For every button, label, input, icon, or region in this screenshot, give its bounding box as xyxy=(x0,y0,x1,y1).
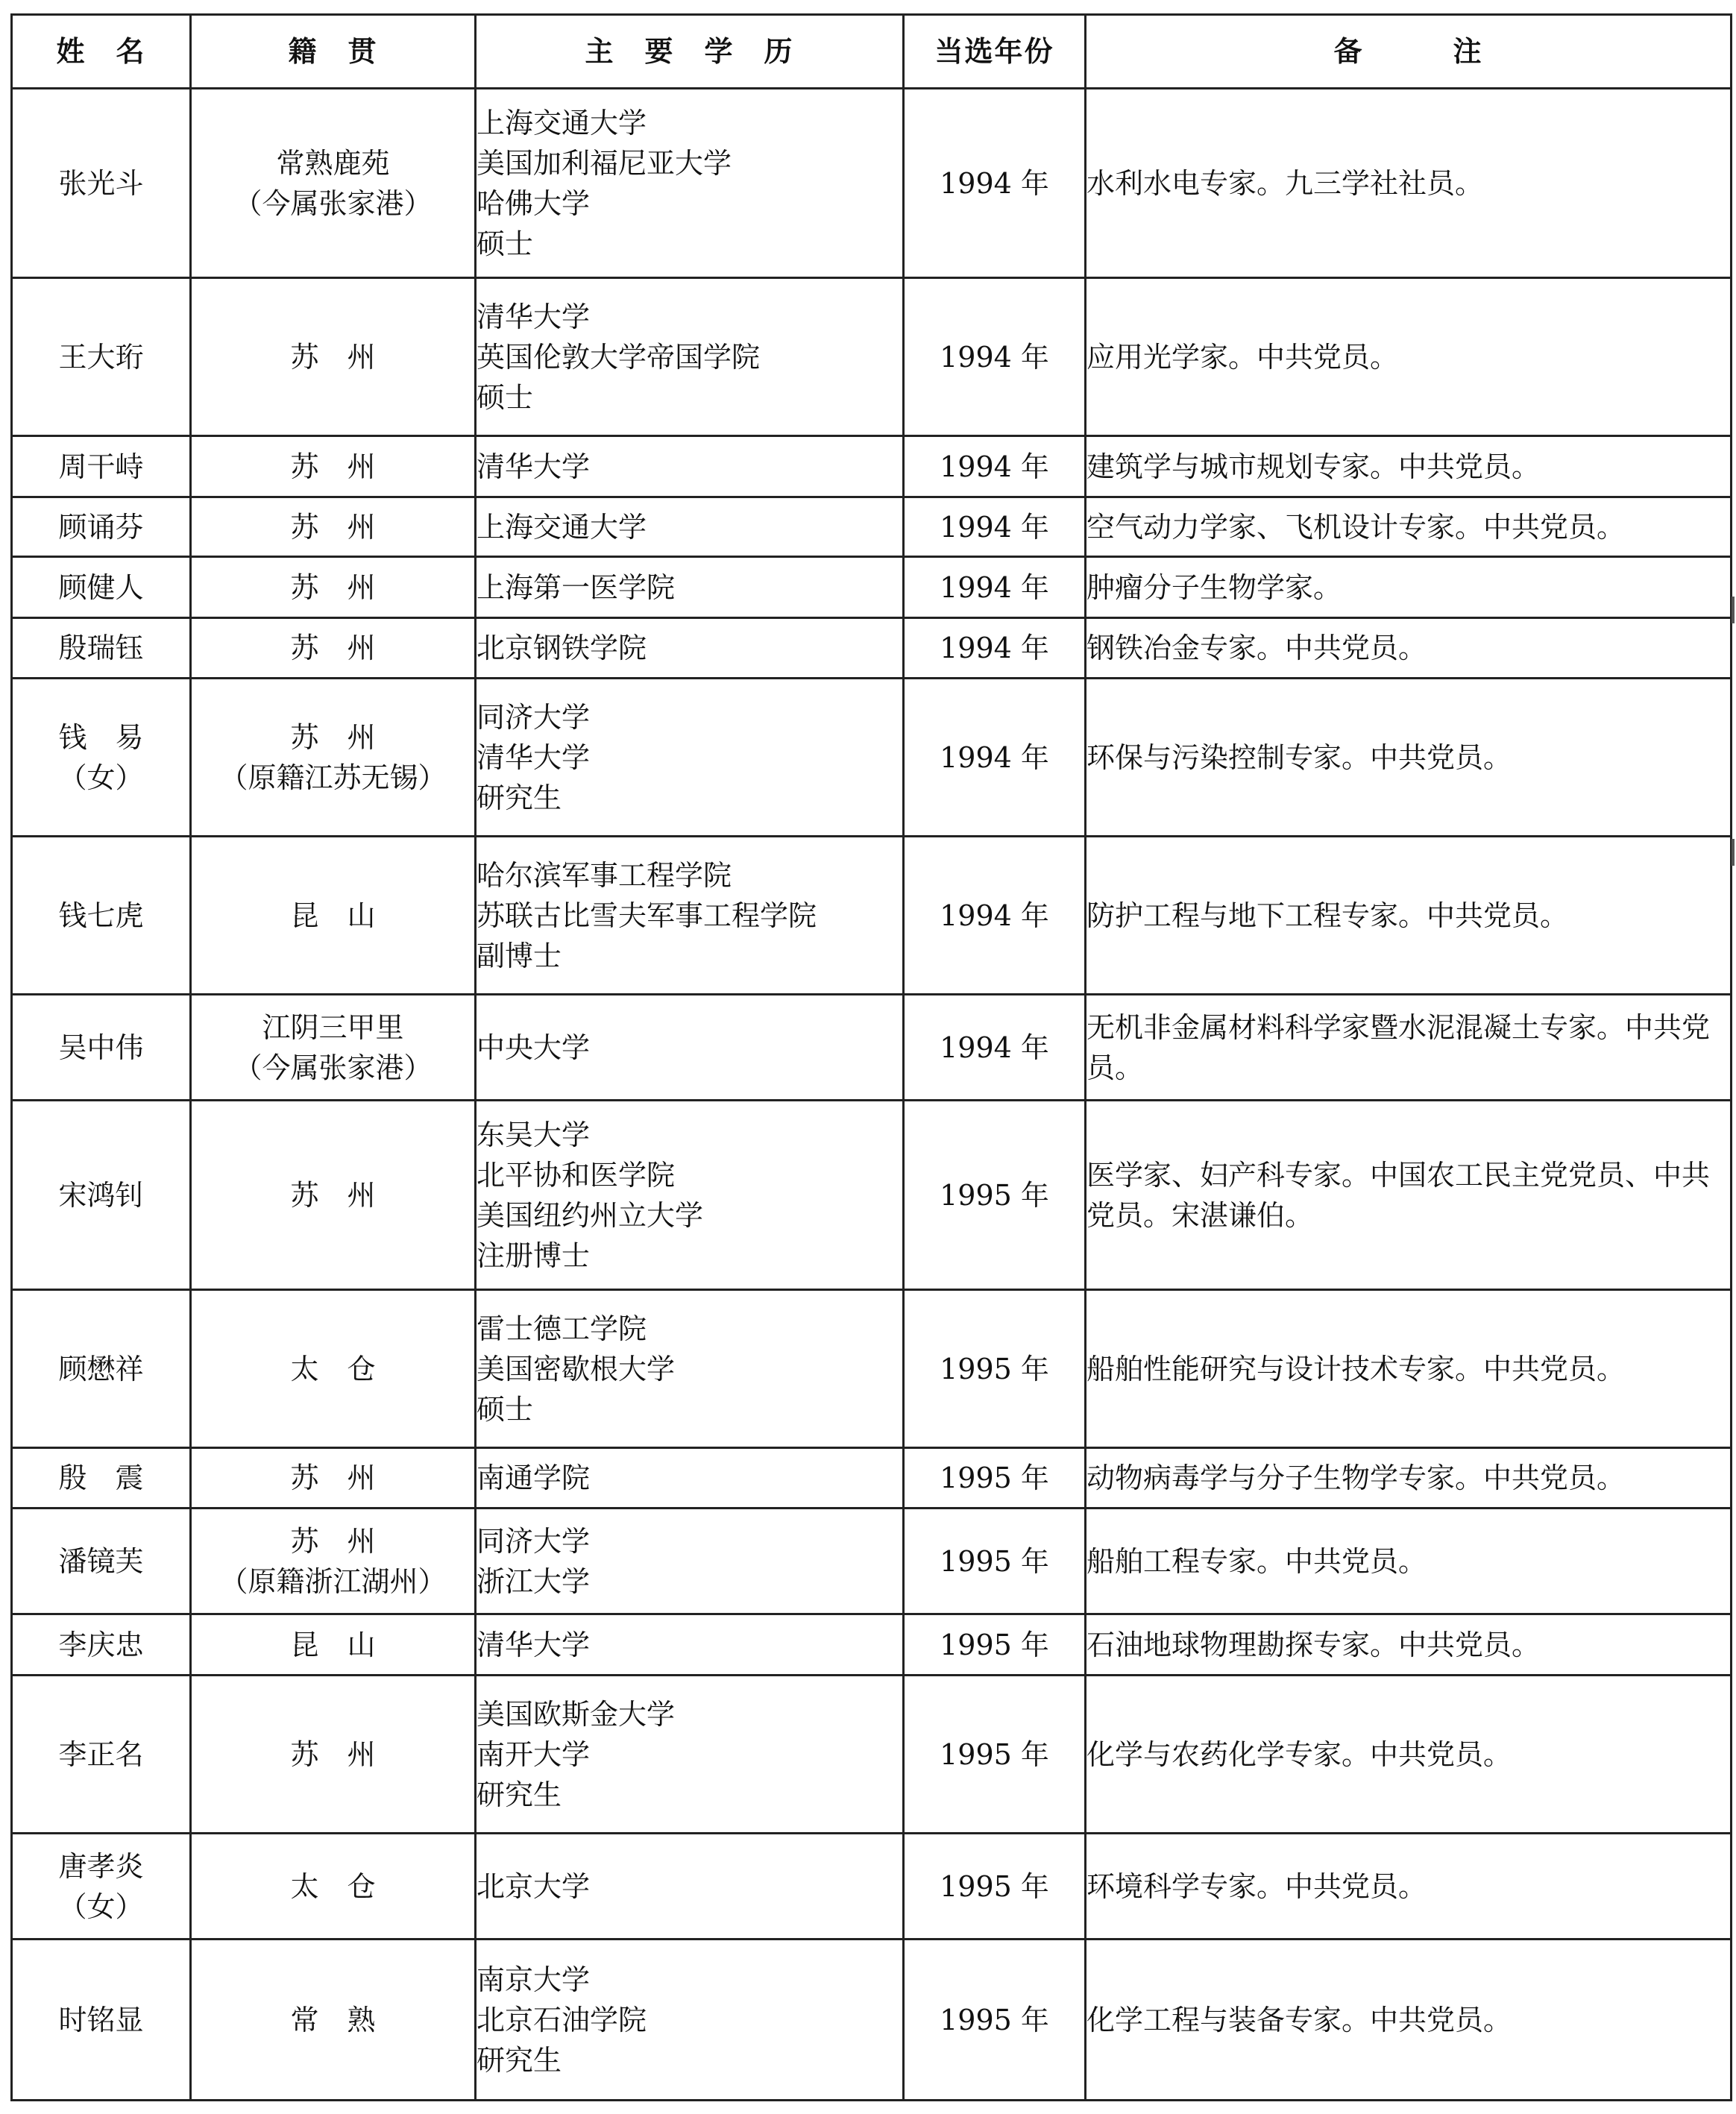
cell-education xyxy=(476,1676,904,1834)
cell-remarks xyxy=(1086,837,1732,995)
cell-origin-line: 昆 山 xyxy=(290,1628,376,1661)
cell-remarks-text: 水利水电专家。九三学社社员。 xyxy=(1086,166,1484,200)
page-edge-mark xyxy=(1732,839,1735,866)
cell-remarks xyxy=(1086,497,1732,557)
header-name: 姓 名 xyxy=(12,15,191,89)
cell-year-text: 1995 年 xyxy=(940,2003,1049,2036)
cell-education xyxy=(476,679,904,837)
cell-education-line: 美国欧斯金大学 xyxy=(477,1697,676,1731)
cell-origin-line: 苏 州 xyxy=(290,340,376,374)
cell-education-line: 雷士德工学院 xyxy=(477,1312,647,1345)
cell-name-line: 吴中伟 xyxy=(58,1031,144,1064)
cell-remarks-text: 空气动力学家、飞机设计专家。中共党员。 xyxy=(1086,510,1626,544)
cell-remarks xyxy=(1086,1290,1732,1448)
cell-remarks xyxy=(1086,278,1732,436)
table-row xyxy=(12,497,1732,557)
cell-year-text: 1994 年 xyxy=(940,1031,1049,1064)
cell-year xyxy=(904,436,1086,497)
header-year: 当选年份 xyxy=(904,15,1086,89)
table-row xyxy=(12,1940,1732,2101)
cell-education-line: 上海第一医学院 xyxy=(477,570,676,604)
cell-origin xyxy=(191,89,476,278)
table-row xyxy=(12,995,1732,1101)
cell-origin xyxy=(191,1676,476,1834)
cell-name xyxy=(12,679,191,837)
cell-year-text: 1994 年 xyxy=(940,510,1049,544)
cell-remarks xyxy=(1086,89,1732,278)
cell-remarks xyxy=(1086,557,1732,618)
cell-year xyxy=(904,557,1086,618)
table-row xyxy=(12,89,1732,278)
cell-name-line: 时铭显 xyxy=(58,2003,144,2036)
cell-name xyxy=(12,837,191,995)
cell-year xyxy=(904,1676,1086,1834)
cell-education xyxy=(476,1448,904,1509)
cell-year xyxy=(904,497,1086,557)
table-row xyxy=(12,1101,1732,1290)
cell-origin-line: 常熟鹿苑 xyxy=(276,146,390,180)
cell-year-text: 1994 年 xyxy=(940,340,1049,374)
cell-name xyxy=(12,1940,191,2101)
table-row xyxy=(12,837,1732,995)
cell-origin xyxy=(191,1448,476,1509)
cell-remarks-text: 医学家、妇产科专家。中国农工民主党党员、中共党员。宋湛谦伯。 xyxy=(1086,1158,1711,1232)
cell-education-line: 硕士 xyxy=(477,380,534,414)
cell-origin-line: 苏 州 xyxy=(290,570,376,604)
cell-education xyxy=(476,1614,904,1676)
table-row xyxy=(12,1290,1732,1448)
cell-education-line: 北京钢铁学院 xyxy=(477,632,647,664)
header-remarks: 备 注 xyxy=(1086,15,1732,89)
table-row xyxy=(12,1448,1732,1509)
cell-education-line: 南京大学 xyxy=(477,1963,591,1996)
cell-remarks xyxy=(1086,1448,1732,1509)
cell-year xyxy=(904,278,1086,436)
cell-education-line: 美国纽约州立大学 xyxy=(477,1198,704,1232)
cell-remarks-text: 船舶工程专家。中共党员。 xyxy=(1086,1544,1427,1578)
cell-education-line: 美国密歇根大学 xyxy=(477,1352,676,1385)
cell-year-text: 1994 年 xyxy=(940,450,1049,483)
cell-origin xyxy=(191,1614,476,1676)
cell-origin xyxy=(191,497,476,557)
cell-year-text: 1995 年 xyxy=(940,1628,1049,1661)
cell-education-line: 注册博士 xyxy=(477,1239,591,1272)
cell-education-line: 清华大学 xyxy=(477,300,591,333)
cell-year xyxy=(904,1448,1086,1509)
cell-name xyxy=(12,995,191,1101)
cell-year-text: 1995 年 xyxy=(940,1544,1049,1578)
cell-name-line: 钱 易 xyxy=(58,720,144,754)
cell-origin xyxy=(191,436,476,497)
cell-education-line: 浙江大学 xyxy=(477,1564,591,1598)
cell-name xyxy=(12,618,191,679)
cell-remarks-text: 环境科学专家。中共党员。 xyxy=(1086,1869,1427,1903)
cell-education-line: 美国加利福尼亚大学 xyxy=(477,146,732,180)
cell-year-text: 1994 年 xyxy=(940,899,1049,932)
cell-name xyxy=(12,278,191,436)
cell-name-line: 王大珩 xyxy=(58,340,144,374)
cell-origin-line: 苏 州 xyxy=(290,720,376,754)
cell-education xyxy=(476,618,904,679)
cell-name-line: 顾懋祥 xyxy=(58,1352,144,1385)
cell-year xyxy=(904,89,1086,278)
cell-remarks-text: 动物病毒学与分子生物学专家。中共党员。 xyxy=(1086,1462,1626,1494)
cell-remarks-text: 环保与污染控制专家。中共党员。 xyxy=(1086,740,1512,774)
cell-education xyxy=(476,497,904,557)
cell-name xyxy=(12,1676,191,1834)
cell-year xyxy=(904,618,1086,679)
cell-origin xyxy=(191,557,476,618)
cell-name xyxy=(12,557,191,618)
cell-origin xyxy=(191,1101,476,1290)
cell-name-line: 唐孝炎 xyxy=(58,1849,144,1883)
cell-education xyxy=(476,278,904,436)
cell-education xyxy=(476,89,904,278)
cell-remarks-text: 石油地球物理勘探专家。中共党员。 xyxy=(1086,1628,1541,1661)
cell-education-line: 副博士 xyxy=(477,939,562,972)
cell-education xyxy=(476,1834,904,1940)
cell-education-line: 研究生 xyxy=(477,1778,562,1811)
cell-name xyxy=(12,1448,191,1509)
cell-remarks xyxy=(1086,436,1732,497)
cell-origin xyxy=(191,995,476,1101)
cell-year xyxy=(904,1614,1086,1676)
cell-education xyxy=(476,1940,904,2101)
table-row xyxy=(12,618,1732,679)
table-row xyxy=(12,679,1732,837)
cell-year-text: 1994 年 xyxy=(940,740,1049,774)
cell-name-line: 宋鸿钊 xyxy=(58,1178,144,1212)
cell-origin-line: 苏 州 xyxy=(290,1737,376,1771)
table-row xyxy=(12,436,1732,497)
cell-origin-line: 苏 州 xyxy=(290,1462,376,1494)
cell-education-line: 硕士 xyxy=(477,227,534,260)
cell-education-line: 上海交通大学 xyxy=(477,510,647,544)
cell-origin xyxy=(191,278,476,436)
cell-remarks xyxy=(1086,995,1732,1101)
cell-name-line: 周干峙 xyxy=(58,450,144,483)
cell-name-line: 殷 震 xyxy=(58,1462,144,1494)
cell-origin xyxy=(191,837,476,995)
cell-name-line: 殷瑞钰 xyxy=(58,632,144,664)
cell-remarks-text: 化学工程与装备专家。中共党员。 xyxy=(1086,2003,1512,2036)
cell-education-line: 哈佛大学 xyxy=(477,186,591,220)
cell-education xyxy=(476,436,904,497)
cell-origin xyxy=(191,1940,476,2101)
cell-remarks-text: 肿瘤分子生物学家。 xyxy=(1086,570,1342,604)
cell-year-text: 1995 年 xyxy=(940,1737,1049,1771)
cell-remarks-text: 船舶性能研究与设计技术专家。中共党员。 xyxy=(1086,1352,1626,1385)
cell-origin xyxy=(191,679,476,837)
cell-education xyxy=(476,1290,904,1448)
cell-year-text: 1995 年 xyxy=(940,1869,1049,1903)
cell-education-line: 同济大学 xyxy=(477,1524,591,1558)
cell-year-text: 1994 年 xyxy=(940,166,1049,200)
cell-origin-line: 太 仓 xyxy=(290,1352,376,1385)
cell-name-line: 钱七虎 xyxy=(58,899,144,932)
cell-education-line: 清华大学 xyxy=(477,740,591,774)
table-row xyxy=(12,557,1732,618)
cell-education-line: 硕士 xyxy=(477,1392,534,1426)
header-origin: 籍 贯 xyxy=(191,15,476,89)
cell-name-line: （女） xyxy=(58,761,144,794)
cell-year xyxy=(904,837,1086,995)
header-education: 主 要 学 历 xyxy=(476,15,904,89)
table-body xyxy=(12,89,1732,2101)
cell-education-line: 哈尔滨军事工程学院 xyxy=(477,858,732,892)
cell-remarks xyxy=(1086,1101,1732,1290)
cell-name xyxy=(12,1834,191,1940)
table-row xyxy=(12,278,1732,436)
cell-remarks xyxy=(1086,1834,1732,1940)
cell-education-line: 南开大学 xyxy=(477,1737,591,1771)
cell-origin xyxy=(191,618,476,679)
cell-year-text: 1995 年 xyxy=(940,1462,1049,1494)
cell-origin xyxy=(191,1509,476,1614)
cell-education-line: 同济大学 xyxy=(477,700,591,734)
cell-education xyxy=(476,837,904,995)
cell-year xyxy=(904,1290,1086,1448)
cell-remarks-text: 应用光学家。中共党员。 xyxy=(1086,340,1399,374)
cell-origin-line: 苏 州 xyxy=(290,450,376,483)
cell-education xyxy=(476,1101,904,1290)
cell-origin-line: 苏 州 xyxy=(290,632,376,664)
cell-origin xyxy=(191,1290,476,1448)
cell-origin-line: 苏 州 xyxy=(290,510,376,544)
cell-education-line: 南通学院 xyxy=(477,1462,591,1494)
cell-education-line: 苏联古比雪夫军事工程学院 xyxy=(477,899,817,932)
cell-name xyxy=(12,1614,191,1676)
cell-origin-line: 江阴三甲里 xyxy=(262,1010,404,1044)
cell-name-line: 李正名 xyxy=(58,1737,144,1771)
cell-year-text: 1994 年 xyxy=(940,570,1049,604)
cell-education-line: 北京大学 xyxy=(477,1869,591,1903)
cell-name-line: 顾诵芬 xyxy=(58,510,144,544)
cell-education-line: 北平协和医学院 xyxy=(477,1158,676,1192)
cell-education-line: 北京石油学院 xyxy=(477,2003,647,2036)
cell-origin-line: （原籍江苏无锡） xyxy=(219,761,447,794)
cell-year xyxy=(904,1101,1086,1290)
cell-remarks-text: 防护工程与地下工程专家。中共党员。 xyxy=(1086,899,1569,932)
cell-origin-line: 苏 州 xyxy=(290,1178,376,1212)
cell-name xyxy=(12,89,191,278)
cell-remarks xyxy=(1086,1676,1732,1834)
cell-year xyxy=(904,995,1086,1101)
cell-origin-line: 昆 山 xyxy=(290,899,376,932)
cell-remarks xyxy=(1086,679,1732,837)
cell-name xyxy=(12,1290,191,1448)
cell-education-line: 东吴大学 xyxy=(477,1118,591,1151)
cell-remarks xyxy=(1086,1614,1732,1676)
table-row xyxy=(12,1614,1732,1676)
cell-education-line: 上海交通大学 xyxy=(477,106,647,139)
cell-origin xyxy=(191,1834,476,1940)
page-edge-mark xyxy=(1732,597,1735,623)
cell-name xyxy=(12,1101,191,1290)
table-row xyxy=(12,1834,1732,1940)
cell-name xyxy=(12,497,191,557)
cell-name-line: 张光斗 xyxy=(58,166,144,200)
cell-origin-line: （今属张家港） xyxy=(233,186,433,220)
cell-education-line: 中央大学 xyxy=(477,1031,591,1064)
table-row xyxy=(12,1509,1732,1614)
cell-year-text: 1994 年 xyxy=(940,632,1049,664)
cell-year xyxy=(904,1509,1086,1614)
table-row xyxy=(12,1676,1732,1834)
cell-education-line: 研究生 xyxy=(477,781,562,814)
cell-remarks-text: 钢铁冶金专家。中共党员。 xyxy=(1086,632,1427,664)
cell-remarks-text: 建筑学与城市规划专家。中共党员。 xyxy=(1086,450,1541,483)
cell-remarks-text: 无机非金属材料科学家暨水泥混凝土专家。中共党员。 xyxy=(1086,1010,1711,1084)
cell-origin-line: 常 熟 xyxy=(290,2003,376,2036)
cell-name-line: 顾健人 xyxy=(58,570,144,604)
cell-name-line: 李庆忠 xyxy=(58,1628,144,1661)
cell-education xyxy=(476,995,904,1101)
cell-education-line: 清华大学 xyxy=(477,450,591,483)
cell-year xyxy=(904,1940,1086,2101)
cell-name-line: 潘镜芙 xyxy=(58,1544,144,1578)
cell-education-line: 清华大学 xyxy=(477,1628,591,1661)
cell-education xyxy=(476,557,904,618)
cell-year xyxy=(904,679,1086,837)
cell-remarks xyxy=(1086,1940,1732,2101)
cell-name xyxy=(12,436,191,497)
cell-year-text: 1995 年 xyxy=(940,1352,1049,1385)
cell-education xyxy=(476,1509,904,1614)
cell-name-line: （女） xyxy=(58,1890,144,1923)
cell-origin-line: 太 仓 xyxy=(290,1869,376,1903)
cell-remarks xyxy=(1086,1509,1732,1614)
cell-remarks xyxy=(1086,618,1732,679)
cell-year-text: 1995 年 xyxy=(940,1178,1049,1212)
cell-name xyxy=(12,1509,191,1614)
cell-year xyxy=(904,1834,1086,1940)
cell-origin-line: （今属张家港） xyxy=(233,1051,433,1084)
cell-education-line: 英国伦敦大学帝国学院 xyxy=(477,340,761,374)
academician-table xyxy=(10,13,1732,2101)
cell-remarks-text: 化学与农药化学专家。中共党员。 xyxy=(1086,1737,1512,1771)
cell-origin-line: （原籍浙江湖州） xyxy=(219,1564,447,1598)
header-row xyxy=(12,15,1732,89)
cell-education-line: 研究生 xyxy=(477,2043,562,2077)
cell-origin-line: 苏 州 xyxy=(290,1524,376,1558)
